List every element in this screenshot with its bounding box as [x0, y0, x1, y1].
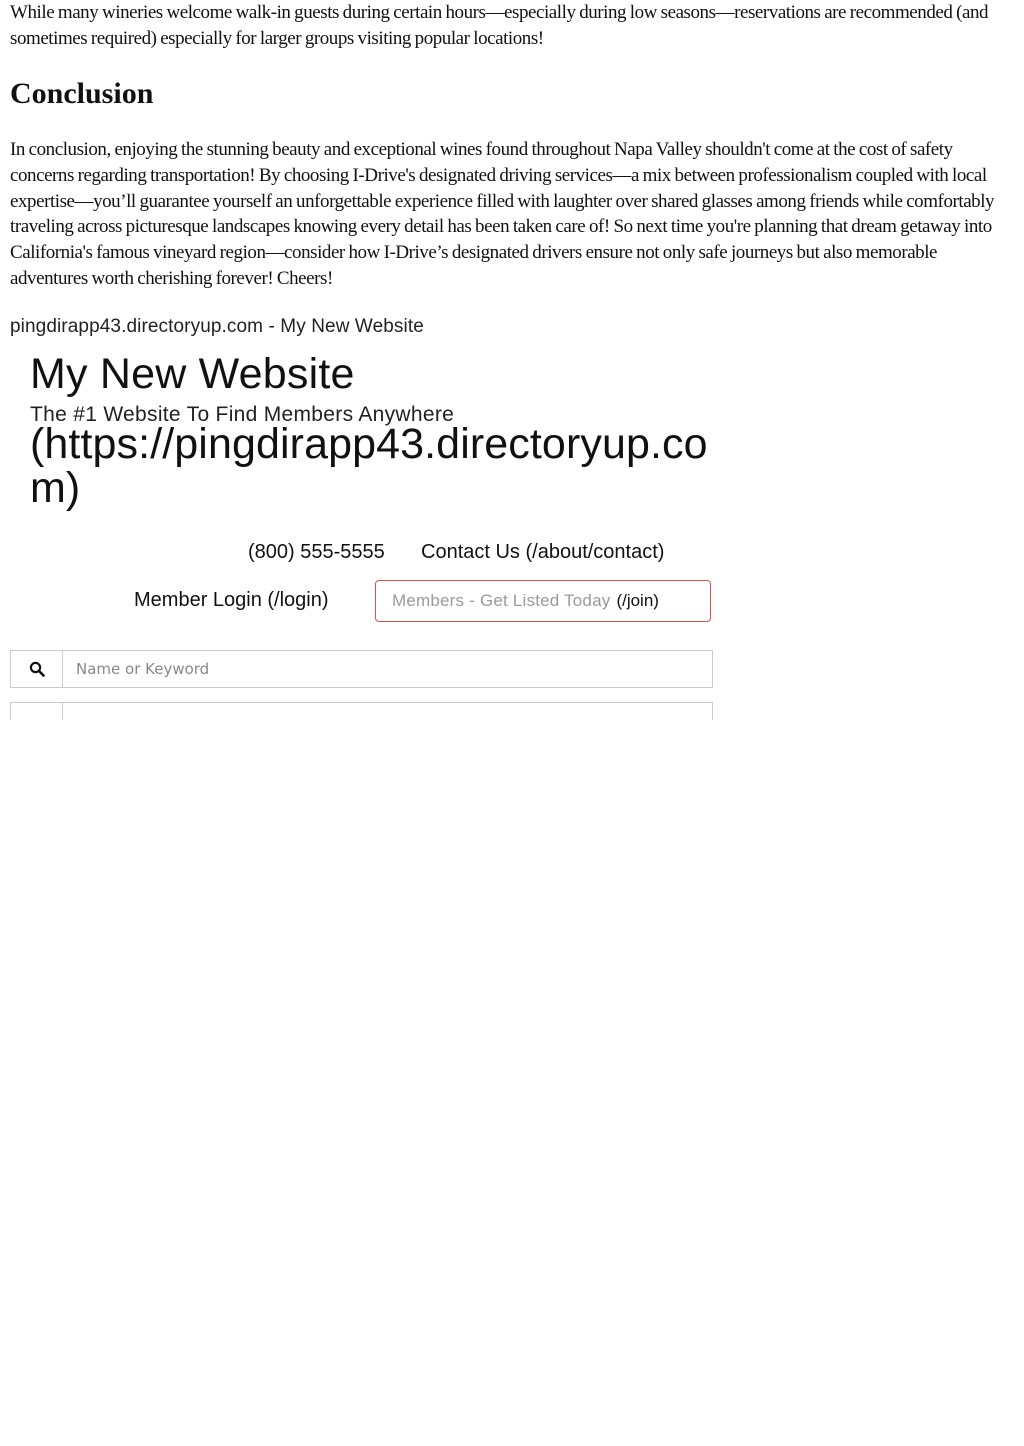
conclusion-heading: Conclusion [10, 77, 154, 110]
site-url-link[interactable]: (https://pingdirapp43.directoryup.com) [30, 420, 708, 512]
member-login-link[interactable]: Member Login (/login) [134, 589, 329, 611]
phone-link[interactable]: (800) 555-5555 [248, 541, 385, 563]
get-listed-path: (/join) [616, 591, 659, 610]
keyword-search-row [10, 650, 713, 688]
get-listed-button[interactable] [375, 580, 711, 622]
conclusion-paragraph: In conclusion, enjoying the stunning beauty and exceptional wines found throughout Napa Valley shouldn't come at the cost of safety concerns regarding transportation! By choosing I-Drive's designated driving services—a mix between professionalism coupled with local expertise—you’ll guarantee yourself an unforgettable experience filled with laughter over shared glasses among friends while comfortably traveling across picturesque landscapes knowing every detail has been taken care of! So next time you're planning that dream getaway into California's famous vineyard region—consider how I-Drive’s designated drivers ensure not only safe journeys but also memorable adventures worth cherishing forever! Cheers! [10, 139, 995, 289]
location-arrow-icon [11, 703, 63, 720]
search-icon [11, 651, 63, 687]
site-tagline: The #1 Website To Find Members Anywhere [30, 403, 455, 426]
site-title[interactable]: My New Website [30, 350, 355, 398]
location-search-input[interactable] [63, 703, 712, 720]
site-screenshot [10, 345, 714, 720]
intro-paragraph: While many wineries welcome walk-in guests during certain hours—especially during low seasons—reservations are recommended (and sometimes required) especially for larger groups visiting popular locations! [10, 2, 989, 49]
contact-us-link[interactable]: Contact Us (/about/contact) [421, 541, 665, 563]
location-search-row [10, 702, 713, 720]
keyword-search-input[interactable] [63, 651, 712, 687]
get-listed-label: Members - Get Listed Today [392, 591, 611, 610]
site-caption: pingdirapp43.directoryup.com - My New Website [10, 316, 424, 337]
